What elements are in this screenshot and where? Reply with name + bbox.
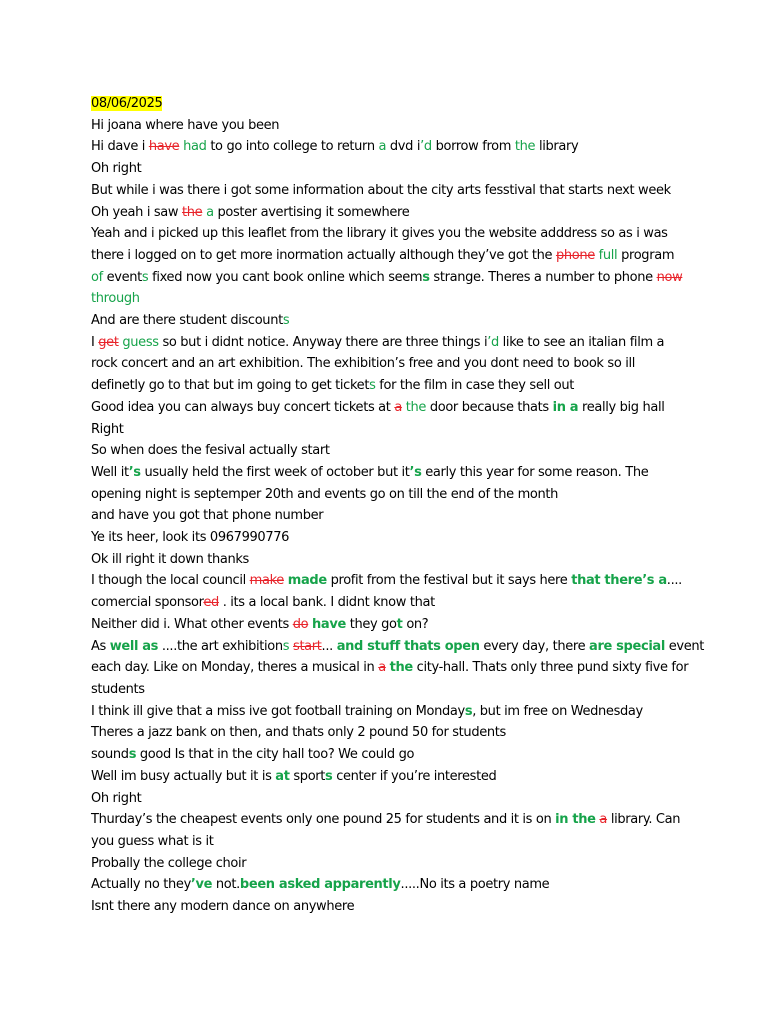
- deleted-text: the: [181, 204, 203, 220]
- text-run: each day. Like on Monday, theres a musical in: [91, 660, 379, 676]
- text-run: profit from the festival but it says here: [326, 573, 572, 589]
- text-run: usually held the first week of october but it: [140, 464, 410, 480]
- text-run: sport: [289, 768, 326, 784]
- deleted-text: phone: [555, 247, 595, 263]
- deleted-text: a: [599, 812, 608, 828]
- inserted-text: s: [369, 378, 376, 394]
- dialogue-line: [91, 419, 691, 441]
- inserted-text-bold: made: [287, 573, 327, 589]
- text-run: So when does the fesival actually start: [91, 443, 330, 459]
- dialogue-line: [91, 896, 691, 918]
- text-run: not.: [212, 877, 240, 893]
- text-run: and have you got that phone number: [91, 508, 324, 524]
- dialogue-line: [91, 527, 691, 549]
- text-run: But while i was there i got some information about the city arts fesstival that starts next week: [91, 182, 671, 198]
- text-run: good Is that in the city hall too? We could go: [136, 747, 415, 763]
- text-run: Oh right: [91, 161, 142, 177]
- text-run: Oh yeah i saw: [91, 204, 182, 220]
- text-run: definetly go to that but im going to get ticket: [91, 378, 370, 394]
- text-run: Isnt there any modern dance on anywhere: [91, 899, 355, 915]
- inserted-text-bold: ’s: [128, 464, 141, 480]
- deleted-text: do: [292, 616, 309, 632]
- text-run: every day, there: [479, 638, 590, 654]
- dialogue-line: [91, 136, 691, 158]
- dialogue-line: [91, 353, 691, 375]
- deleted-text: make: [249, 573, 284, 589]
- dialogue-line: [91, 267, 691, 289]
- text-run: Theres a jazz bank on then, and thats only 2 pound 50 for students: [91, 725, 506, 741]
- text-run: library: [535, 139, 579, 155]
- text-run: program: [617, 247, 675, 263]
- dialogue-line: [91, 874, 691, 896]
- text-run: dvd i: [386, 139, 421, 155]
- dialogue-line: [91, 375, 691, 397]
- inserted-text: s: [141, 269, 149, 285]
- text-run: city-hall. Thats only three pund sixty five for: [412, 660, 689, 676]
- inserted-text-bold: s: [422, 269, 430, 285]
- text-run: Yeah and i picked up this leaflet from the library it gives you the website adddress so as i was: [91, 226, 668, 242]
- inserted-text: ’d: [420, 139, 432, 155]
- text-run: ....: [666, 573, 682, 589]
- text-run: opening night is septemper 20th and events go on till the end of the month: [91, 486, 559, 502]
- dialogue-line: [91, 223, 691, 245]
- dialogue-line: [91, 744, 691, 766]
- text-run: early this year for some reason. The: [421, 464, 649, 480]
- dialogue-line: [91, 180, 691, 202]
- text-run: I think ill give that a miss ive got football training on Monday: [91, 703, 465, 719]
- deleted-text: ed: [203, 595, 219, 611]
- text-run: event: [664, 638, 705, 654]
- dialogue-line: [91, 636, 705, 658]
- inserted-text-bold: been asked apparently: [239, 877, 401, 893]
- inserted-text-bold: t: [396, 616, 403, 632]
- inserted-text-bold: s: [128, 747, 137, 763]
- dialogue-line: [91, 722, 691, 744]
- dialogue-line: [91, 831, 691, 853]
- dialogue-line: [91, 484, 691, 506]
- deleted-text: get: [98, 334, 119, 350]
- inserted-text: guess: [122, 334, 159, 350]
- text-run: Neither did i. What other events: [91, 616, 293, 632]
- inserted-text: a: [206, 204, 214, 220]
- dialogue-line: [91, 679, 691, 701]
- text-run: Actually no they: [91, 877, 191, 893]
- text-run: Well it: [91, 464, 129, 480]
- text-run: I: [91, 334, 99, 350]
- dialogue-line: [91, 592, 691, 614]
- text-run: event: [102, 269, 142, 285]
- inserted-text-bold: s: [464, 703, 473, 719]
- inserted-text: full: [598, 247, 618, 263]
- inserted-text-bold: the: [389, 660, 413, 676]
- dialogue-line: [91, 310, 691, 332]
- inserted-text-bold: ’ve: [190, 877, 213, 893]
- dialogue-line: [91, 202, 691, 224]
- text-run: Good idea you can always buy concert tickets at: [91, 399, 395, 415]
- text-run: Probally the college choir: [91, 855, 247, 871]
- text-run: ...: [321, 638, 337, 654]
- text-run: sound: [91, 747, 129, 763]
- text-run: really big hall: [578, 399, 665, 415]
- inserted-text: the: [514, 139, 536, 155]
- inserted-text: of: [91, 269, 103, 285]
- text-run: center if you’re interested: [332, 768, 497, 784]
- text-run: poster avertising it somewhere: [213, 204, 410, 220]
- text-run: borrow from: [431, 139, 515, 155]
- inserted-text-bold: and stuff thats open: [336, 638, 480, 654]
- deleted-text: have: [148, 139, 180, 155]
- dialogue-line: [91, 657, 691, 679]
- dialogue-line: [91, 332, 691, 354]
- text-run: for the film in case they sell out: [375, 378, 575, 394]
- dialogue-line: [91, 462, 691, 484]
- text-run: fixed now you cant book online which seem: [148, 269, 423, 285]
- dialogue-line: [91, 701, 691, 723]
- dialogue-line: [91, 245, 691, 267]
- text-run: like to see an italian film a: [498, 334, 665, 350]
- text-run: to go into college to return: [206, 139, 379, 155]
- text-run: Right: [91, 421, 124, 437]
- text-run: And are there student discount: [91, 313, 283, 329]
- dialogue-line: [91, 614, 691, 636]
- text-run: they go: [345, 616, 397, 632]
- inserted-text: through: [91, 291, 140, 307]
- inserted-text: a: [378, 139, 387, 155]
- inserted-text-bold: in a: [552, 399, 579, 415]
- inserted-text-bold: s: [325, 768, 333, 784]
- text-run: . its a local bank. I didnt know that: [218, 595, 435, 611]
- inserted-text: s: [282, 313, 290, 329]
- deleted-text: a: [378, 660, 386, 676]
- dialogue-line: [91, 766, 691, 788]
- text-run: so but i didnt notice. Anyway there are three things i: [158, 334, 488, 350]
- text-run: .....No its a poetry name: [400, 877, 550, 893]
- inserted-text-bold: are special: [589, 638, 665, 654]
- text-run: Ye its heer, look its 0967990776: [91, 530, 290, 546]
- inserted-text: ’d: [487, 334, 499, 350]
- inserted-text: s: [282, 638, 290, 654]
- dialogue-line: [91, 809, 691, 831]
- highlighted-date: 08/06/2025: [91, 96, 163, 111]
- text-run: door because thats: [426, 399, 553, 415]
- document-date: [91, 93, 691, 115]
- inserted-text: the: [405, 399, 427, 415]
- dialogue-line: [91, 570, 691, 592]
- text-run: Thurday’s the cheapest events only one pound 25 for students and it is on: [91, 812, 556, 828]
- dialogue-line: [91, 440, 691, 462]
- text-run: , but im free on Wednesday: [472, 703, 643, 719]
- text-run: Hi joana where have you been: [91, 117, 280, 133]
- deleted-text: now: [656, 269, 683, 285]
- text-run: strange. Theres a number to phone: [429, 269, 657, 285]
- text-run: students: [91, 681, 145, 697]
- text-run: Well im busy actually but it is: [91, 768, 276, 784]
- dialogue-line: [91, 288, 691, 310]
- text-run: comercial sponsor: [91, 595, 204, 611]
- inserted-text-bold: that there’s a: [571, 573, 667, 589]
- text-run: library. Can: [607, 812, 681, 828]
- dialogue-line: [91, 115, 691, 137]
- inserted-text: had: [183, 139, 207, 155]
- deleted-text: start: [293, 638, 322, 654]
- text-run: ....the art exhibition: [158, 638, 283, 654]
- text-run: you guess what is it: [91, 833, 214, 849]
- dialogue-line: [91, 397, 691, 419]
- inserted-text-bold: have: [312, 616, 346, 632]
- text-run: I though the local council: [91, 573, 250, 589]
- dialogue-line: [91, 158, 691, 180]
- dialogue-line: [91, 853, 691, 875]
- text-run: Hi dave i: [91, 139, 149, 155]
- inserted-text-bold: well as: [109, 638, 159, 654]
- inserted-text-bold: ’s: [409, 464, 422, 480]
- dialogue-line: [91, 788, 691, 810]
- inserted-text-bold: at: [275, 768, 290, 784]
- dialogue-line: [91, 549, 691, 571]
- text-run: Ok ill right it down thanks: [91, 551, 249, 567]
- text-run: Oh right: [91, 790, 142, 806]
- inserted-text-bold: in the: [555, 812, 596, 828]
- text-run: on?: [402, 616, 429, 632]
- dialogue-line: [91, 505, 691, 527]
- document-page: [91, 93, 705, 918]
- text-run: there i logged on to get more inormation actually although they’ve got the: [91, 247, 556, 263]
- text-run: rock concert and an art exhibition. The exhibition’s free and you dont need to book so ill: [91, 356, 635, 372]
- text-run: As: [91, 638, 110, 654]
- deleted-text: a: [394, 399, 402, 415]
